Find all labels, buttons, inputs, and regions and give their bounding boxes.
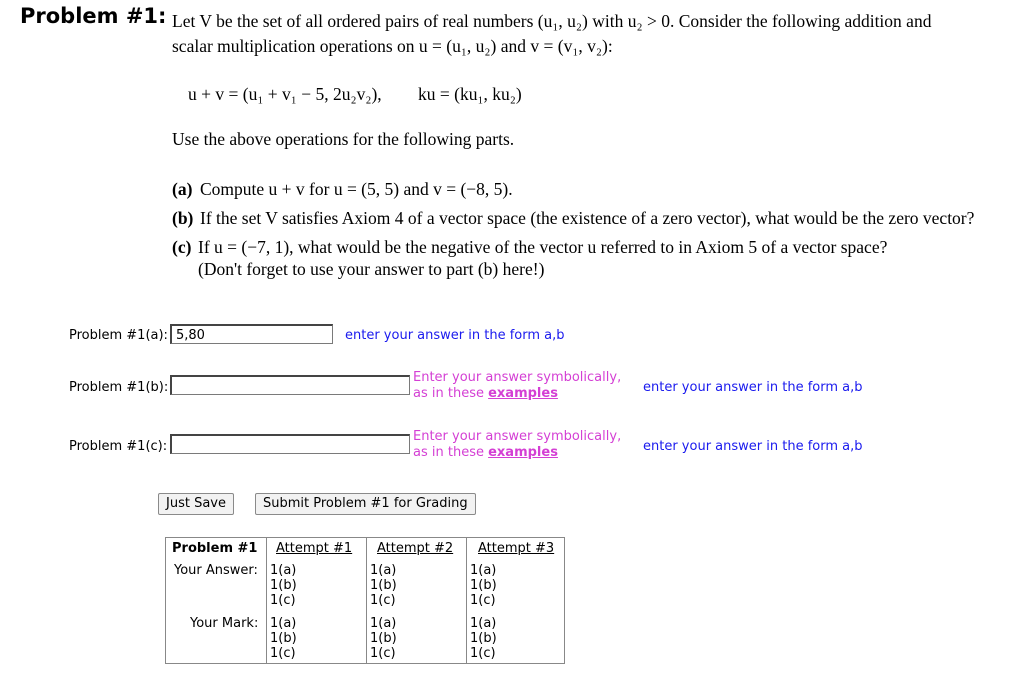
answer-a-label: Problem #1(a): bbox=[69, 328, 168, 343]
attempt-3-mark-b: 1(b) bbox=[470, 631, 497, 646]
operation-scalar: ku = (ku₁, ku₂) bbox=[418, 84, 522, 104]
part-c-note: (Don't forget to use your answer to part (b) here!) bbox=[198, 259, 545, 279]
table-divider bbox=[366, 538, 367, 663]
attempt-2-answer-b: 1(b) bbox=[370, 578, 397, 593]
attempt-1-mark-b: 1(b) bbox=[270, 631, 297, 646]
part-a-label: (a) bbox=[172, 179, 193, 199]
problem-intro-line1: Let V be the set of all ordered pairs of real numbers (u₁, u₂) with u₂ > 0. Consider the following addition and bbox=[172, 11, 932, 31]
attempt-1-mark-a: 1(a) bbox=[270, 616, 297, 631]
answer-b-examples-link[interactable]: examples bbox=[488, 386, 558, 401]
attempt-2-mark-a: 1(a) bbox=[370, 616, 397, 631]
table-header-attempt-1[interactable]: Attempt #1 bbox=[276, 541, 353, 556]
answer-b-input[interactable] bbox=[170, 375, 410, 395]
attempt-3-answer-c: 1(c) bbox=[470, 593, 496, 608]
attempts-table bbox=[165, 537, 565, 664]
answer-c-label: Problem #1(c): bbox=[69, 439, 168, 454]
attempt-3-mark-c: 1(c) bbox=[470, 646, 496, 661]
part-a-text: Compute u + v for u = (5, 5) and v = (−8, 5). bbox=[200, 179, 513, 199]
just-save-button[interactable]: Just Save bbox=[158, 493, 234, 515]
attempt-1-answer-c: 1(c) bbox=[270, 593, 296, 608]
attempt-2-mark-c: 1(c) bbox=[370, 646, 396, 661]
your-answer-label: Your Answer: bbox=[174, 563, 258, 578]
answer-b-label: Problem #1(b): bbox=[69, 380, 169, 395]
part-c-text: If u = (−7, 1), what would be the negative of the vector u referred to in Axiom 5 of a vector space? bbox=[198, 237, 888, 257]
part-b-label: (b) bbox=[172, 208, 194, 228]
answer-a-hint: enter your answer in the form a,b bbox=[345, 328, 565, 343]
attempt-1-answer-a: 1(a) bbox=[270, 563, 297, 578]
part-c-label: (c) bbox=[172, 237, 192, 257]
your-mark-label: Your Mark: bbox=[190, 616, 259, 631]
table-header-attempt-2[interactable]: Attempt #2 bbox=[377, 541, 454, 556]
submit-grading-button[interactable]: Submit Problem #1 for Grading bbox=[255, 493, 476, 515]
answer-b-hint: enter your answer in the form a,b bbox=[643, 380, 863, 395]
attempt-1-mark-c: 1(c) bbox=[270, 646, 296, 661]
table-divider bbox=[466, 538, 467, 663]
answer-c-symbolic-prefix: as in these bbox=[413, 445, 489, 460]
table-header-attempt-3[interactable]: Attempt #3 bbox=[478, 541, 555, 556]
answer-c-hint: enter your answer in the form a,b bbox=[643, 439, 863, 454]
table-divider bbox=[266, 538, 267, 663]
attempt-3-answer-b: 1(b) bbox=[470, 578, 497, 593]
answer-b-symbolic-line1: Enter your answer symbolically, bbox=[413, 370, 622, 385]
table-header-problem: Problem #1 bbox=[172, 541, 258, 556]
answer-c-symbolic-line2 bbox=[413, 445, 558, 460]
answer-b-symbolic-prefix: as in these bbox=[413, 386, 489, 401]
attempt-1-answer-b: 1(b) bbox=[270, 578, 297, 593]
problem-title: Problem #1: bbox=[20, 4, 167, 28]
part-b-text: If the set V satisfies Axiom 4 of a vector space (the existence of a zero vector), what would be the zero vector? bbox=[200, 208, 975, 228]
answer-b-symbolic-line2 bbox=[413, 386, 558, 401]
answer-a-input[interactable]: 5,80 bbox=[170, 324, 333, 344]
attempt-2-answer-a: 1(a) bbox=[370, 563, 397, 578]
answer-c-examples-link[interactable]: examples bbox=[488, 445, 558, 460]
problem-intro-line2: scalar multiplication operations on u = (u₁, u₂) and v = (v₁, v₂): bbox=[172, 36, 613, 56]
answer-c-input[interactable] bbox=[170, 434, 410, 454]
operation-addition: u + v = (u₁ + v₁ − 5, 2u₂v₂), bbox=[188, 84, 382, 104]
attempt-3-answer-a: 1(a) bbox=[470, 563, 497, 578]
attempt-3-mark-a: 1(a) bbox=[470, 616, 497, 631]
attempt-2-mark-b: 1(b) bbox=[370, 631, 397, 646]
answer-c-symbolic-line1: Enter your answer symbolically, bbox=[413, 429, 622, 444]
use-operations-line: Use the above operations for the following parts. bbox=[172, 129, 515, 149]
attempt-2-answer-c: 1(c) bbox=[370, 593, 396, 608]
